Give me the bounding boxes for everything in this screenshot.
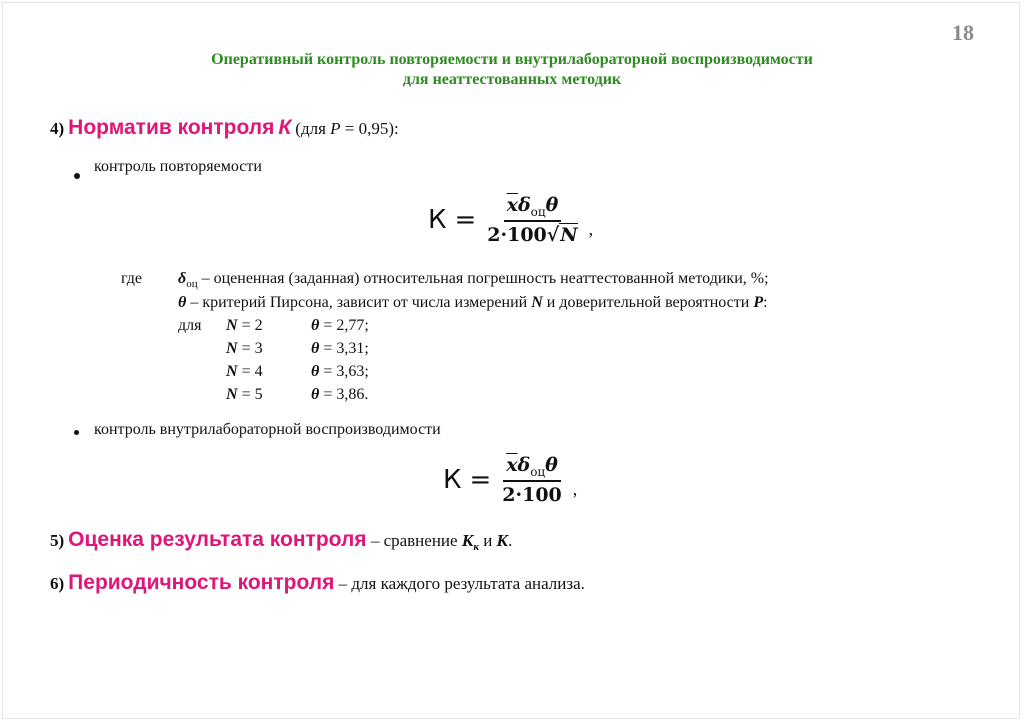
formula-1-xbar: $\overline{x}$ bbox=[506, 194, 518, 216]
where-theta-text-b: и доверительной вероятности bbox=[542, 294, 754, 311]
formula-2-equals: = bbox=[469, 465, 492, 495]
section-4-number: 4) bbox=[50, 119, 65, 138]
page-number: 18 bbox=[952, 20, 974, 45]
section-4-condition-rest: = 0,95): bbox=[340, 119, 399, 138]
formula-1-den-prefix: 2·100 bbox=[487, 224, 547, 246]
section-4-title: Норматив контроля bbox=[68, 116, 275, 139]
section-6-number: 6) bbox=[50, 574, 65, 593]
formula-2-fraction bbox=[499, 452, 565, 508]
formula-2-den: 2·100 bbox=[502, 484, 562, 506]
formula-2-comma: , bbox=[572, 478, 578, 499]
table-row-n: N = 3 bbox=[226, 340, 263, 357]
where-theta-var-p: Р bbox=[753, 294, 764, 311]
section-5-title: Оценка результата контроля bbox=[68, 528, 367, 551]
where-delta-sub: оц bbox=[186, 278, 198, 290]
formula-1-fraction bbox=[484, 192, 580, 248]
formula-2-theta: θ bbox=[545, 454, 558, 476]
formula-1-theta: θ bbox=[545, 194, 559, 216]
formula-2-numerator bbox=[503, 452, 561, 482]
title-line-1: Оперативный контроль повторяемости и внутрилабораторной воспроизводимости bbox=[211, 51, 813, 68]
table-row-n: N = 5 bbox=[226, 386, 263, 403]
formula-1-delta: δ bbox=[517, 194, 531, 216]
section-5-var-k: К bbox=[461, 531, 474, 550]
section-5-text-b: и bbox=[478, 531, 497, 550]
table-row-theta: θ = 2,77; bbox=[311, 317, 369, 334]
section-4-condition-open: (для bbox=[295, 119, 331, 138]
section-5-var-k2: К bbox=[496, 531, 509, 550]
formula-repeatability bbox=[428, 192, 593, 248]
section-4-condition-var: Р bbox=[330, 119, 341, 138]
slide-frame bbox=[2, 2, 1020, 719]
section-5-text-a: – сравнение bbox=[366, 531, 462, 550]
formula-1-denominator bbox=[484, 222, 580, 248]
section-6 bbox=[50, 571, 585, 595]
section-6-text: – для каждого результата анализа. bbox=[334, 574, 585, 593]
formula-2-lhs: К bbox=[443, 465, 462, 495]
formula-1-comma: , bbox=[588, 218, 594, 239]
where-label: где bbox=[121, 270, 143, 287]
where-delta-symbol: δ bbox=[178, 270, 187, 287]
formula-2-xbar: $\overline{x}$ bbox=[506, 454, 518, 476]
table-row-theta: θ = 3,63; bbox=[311, 363, 369, 380]
section-5-text-c: . bbox=[508, 531, 513, 550]
page-title bbox=[0, 50, 1024, 90]
section-5-var-k-sub: к bbox=[473, 541, 479, 553]
formula-1-sqrt-sign: √ bbox=[546, 224, 560, 246]
bullet-dot bbox=[74, 430, 79, 435]
formula-1-den-var: N bbox=[560, 224, 578, 246]
formula-2-delta: δ bbox=[517, 454, 531, 476]
formula-1-equals: = bbox=[454, 205, 477, 235]
section-4-symbol: К bbox=[278, 116, 292, 139]
title-line-2: для неаттестованных методик bbox=[402, 71, 622, 88]
formula-2-delta-sub: оц bbox=[530, 465, 546, 479]
where-theta-var-n: N bbox=[531, 294, 543, 311]
where-delta-text: – оцененная (заданная) относительная погрешность неаттестованной методики, %; bbox=[197, 270, 769, 287]
where-theta-symbol: θ bbox=[178, 294, 187, 311]
formula-1-delta-sub: оц bbox=[530, 205, 546, 219]
where-delta-line bbox=[178, 270, 769, 288]
bullet-repeatability: контроль повторяемости bbox=[94, 158, 262, 175]
section-6-title: Периодичность контроля bbox=[68, 571, 335, 594]
for-label: для bbox=[178, 317, 202, 334]
formula-1-lhs: К bbox=[428, 205, 447, 235]
section-5-number: 5) bbox=[50, 531, 65, 550]
formula-reproducibility bbox=[443, 452, 577, 508]
where-theta-text-a: – критерий Пирсона, зависит от числа измерений bbox=[186, 294, 532, 311]
where-theta-line bbox=[178, 294, 768, 312]
formula-1-numerator bbox=[504, 192, 562, 222]
table-row-n: N = 2 bbox=[226, 317, 263, 334]
formula-2-denominator bbox=[499, 482, 565, 508]
where-theta-text-c: : bbox=[763, 294, 768, 311]
table-row-n: N = 4 bbox=[226, 363, 263, 380]
bullet-reproducibility: контроль внутрилабораторной воспроизводимости bbox=[94, 421, 441, 438]
table-row-theta: θ = 3,31; bbox=[311, 340, 369, 357]
bullet-dot bbox=[74, 173, 80, 179]
table-row-theta: θ = 3,86. bbox=[311, 386, 369, 403]
section-5 bbox=[50, 528, 512, 552]
section-4-heading bbox=[50, 116, 399, 140]
